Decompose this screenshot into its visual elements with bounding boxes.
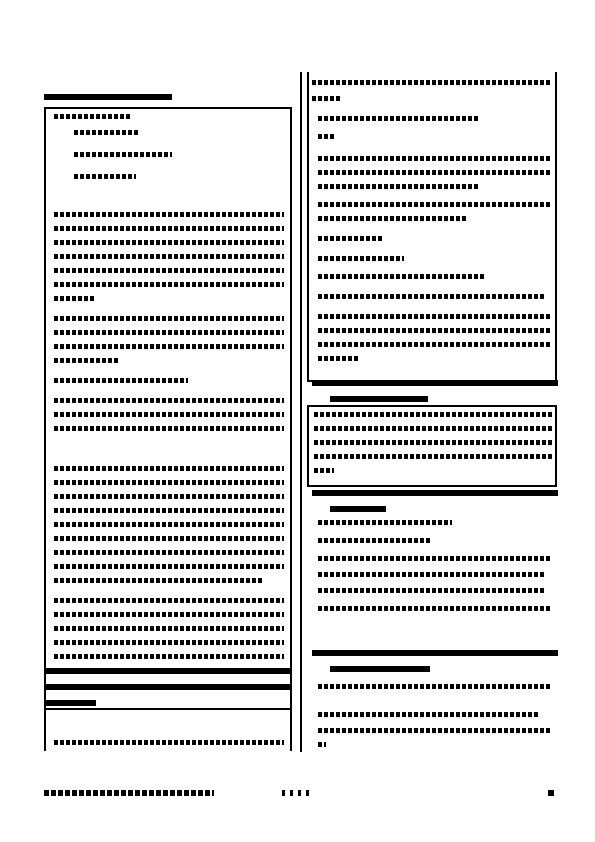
text-line xyxy=(54,316,284,321)
text-line xyxy=(318,556,552,561)
text-line xyxy=(54,240,284,245)
text-line xyxy=(54,740,284,745)
text-line xyxy=(318,712,540,717)
text-line xyxy=(314,412,552,417)
left-list-header xyxy=(54,114,130,119)
text-line xyxy=(54,282,284,287)
text-line xyxy=(54,550,284,555)
text-line xyxy=(54,296,94,301)
text-line xyxy=(54,626,284,631)
numbered-heading xyxy=(330,666,430,672)
text-line xyxy=(318,314,552,319)
text-line xyxy=(318,274,486,279)
text-line xyxy=(318,216,468,221)
page-number xyxy=(282,790,314,796)
numbered-heading xyxy=(312,650,558,656)
text-line xyxy=(318,538,430,543)
text-line xyxy=(54,358,118,363)
text-line xyxy=(318,684,552,689)
text-line xyxy=(318,356,358,361)
text-line xyxy=(54,612,284,617)
left-list-item xyxy=(74,130,140,135)
text-line xyxy=(54,330,284,335)
column-divider xyxy=(300,72,302,752)
text-line xyxy=(314,454,552,459)
text-line xyxy=(54,254,284,259)
text-line xyxy=(318,202,552,207)
text-line xyxy=(318,342,552,347)
numbered-heading xyxy=(312,490,558,496)
text-line xyxy=(54,564,284,569)
text-line xyxy=(54,494,284,499)
text-line xyxy=(318,328,552,333)
text-line xyxy=(314,426,552,431)
text-line xyxy=(318,170,552,175)
left-list-item xyxy=(74,174,136,179)
text-line xyxy=(54,226,284,231)
text-line xyxy=(54,578,262,583)
text-line xyxy=(54,522,284,527)
text-line xyxy=(318,728,552,733)
underline-rule xyxy=(44,708,292,710)
left-heading xyxy=(44,94,172,100)
text-line xyxy=(318,134,334,139)
footer-left-text xyxy=(44,790,214,796)
text-line xyxy=(54,268,284,273)
text-line xyxy=(314,468,334,473)
footer-right-mark xyxy=(548,790,554,796)
numbered-heading xyxy=(330,506,386,512)
text-line xyxy=(54,466,284,471)
text-line xyxy=(54,480,284,485)
text-line xyxy=(54,426,284,431)
text-line xyxy=(318,294,546,299)
text-line xyxy=(54,598,284,603)
text-line xyxy=(318,520,452,525)
text-line xyxy=(54,654,284,659)
text-line xyxy=(318,742,326,747)
highlight-box xyxy=(307,405,557,487)
text-line xyxy=(318,606,552,611)
text-line xyxy=(54,640,284,645)
numbered-heading xyxy=(330,396,428,402)
text-line xyxy=(54,344,284,349)
text-line xyxy=(318,588,544,593)
text-line xyxy=(312,80,552,85)
text-line xyxy=(318,572,544,577)
text-line xyxy=(54,412,284,417)
text-line xyxy=(312,96,342,101)
text-line xyxy=(54,508,284,513)
text-line xyxy=(318,236,382,241)
text-line xyxy=(318,116,478,121)
text-line xyxy=(318,256,404,261)
text-line xyxy=(54,536,284,541)
text-line xyxy=(54,212,284,217)
text-line xyxy=(54,378,188,383)
text-line xyxy=(54,398,284,403)
left-list-item xyxy=(74,152,172,157)
underlined-text xyxy=(44,700,96,706)
underlined-text xyxy=(44,684,292,690)
numbered-heading xyxy=(312,380,558,386)
underlined-text xyxy=(44,668,292,674)
text-line xyxy=(318,156,552,161)
text-line xyxy=(314,440,552,445)
text-line xyxy=(318,184,478,189)
